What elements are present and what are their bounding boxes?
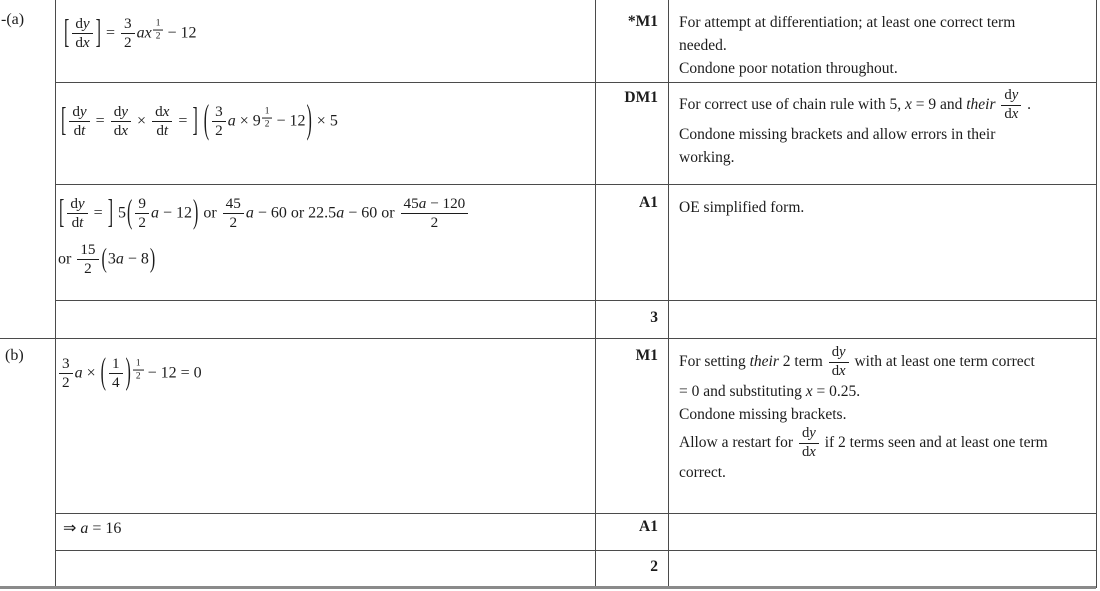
part-label-a: -(a) <box>1 11 25 28</box>
column-divider-part <box>55 0 56 588</box>
formula-derivative: [ $\frac{dy}{dx}$ ] = $\frac{3}{2}$ ax $\frac{1}{2}$ − 12 <box>64 15 197 52</box>
comment-m1-b: For setting their 2 term $\frac{dy}{dx}$ with at least one term correct = 0 and substituting x = 0.25. Condone missing brackets. Allow a restart for $\frac{dy}{dx}$ if 2 terms seen and at least one term correct. <box>679 344 1048 481</box>
formula-chain-rule: [ $\frac{dy}{dt}$ = $\frac{dy}{dx}$ × $\frac{dx}{dt}$ = ] ( $\frac{3}{2}$ a × 9 $\frac{1}{2}$ − 12) × 5 <box>61 99 338 142</box>
column-divider-comment <box>668 0 669 588</box>
total-marks-a: 3 <box>650 309 658 326</box>
total-marks-b: 2 <box>650 558 658 575</box>
mark-a1-b: A1 <box>639 518 658 535</box>
table-right-border <box>1096 0 1097 588</box>
formula-part-b-equation: $\frac{3}{2}$ a × ( $\frac{1}{4}$ ) $\frac{1}{2}$ − 12 = 0 <box>57 356 202 402</box>
formula-simplified: [ $\frac{dy}{dt}$ = ] 5( $\frac{9}{2}$ a − 12) or $\frac{45}{2}$ a − 60 or 22.5a − 60 or $\frac{45a - 120}{2}$ or $\frac{15}{2}$ (3a − 8) <box>58 196 470 288</box>
comment-m1-star: For attempt at differentiation; at least one correct term needed. Condone poor notation throughout. <box>679 14 1016 77</box>
formula-answer-a16: ⇒ a = 16 <box>63 520 122 537</box>
mark-m1-b: M1 <box>635 347 658 364</box>
section-divider <box>0 338 1096 339</box>
mark-m1-star: *M1 <box>627 13 658 30</box>
row-divider <box>55 82 1096 83</box>
comment-a1: OE simplified form. <box>679 199 805 216</box>
row-divider <box>55 300 1096 301</box>
row-divider <box>55 513 1096 514</box>
mark-dm1: DM1 <box>624 89 658 106</box>
mark-a1: A1 <box>639 194 658 211</box>
comment-dm1: For correct use of chain rule with 5, x = 9 and their $\frac{dy}{dx}$ . Condone missing brackets and allow errors in their working. <box>679 87 1032 166</box>
row-divider <box>55 184 1096 185</box>
row-divider <box>55 550 1096 551</box>
table-bottom-border <box>0 586 1096 589</box>
part-label-b: (b) <box>5 347 24 364</box>
